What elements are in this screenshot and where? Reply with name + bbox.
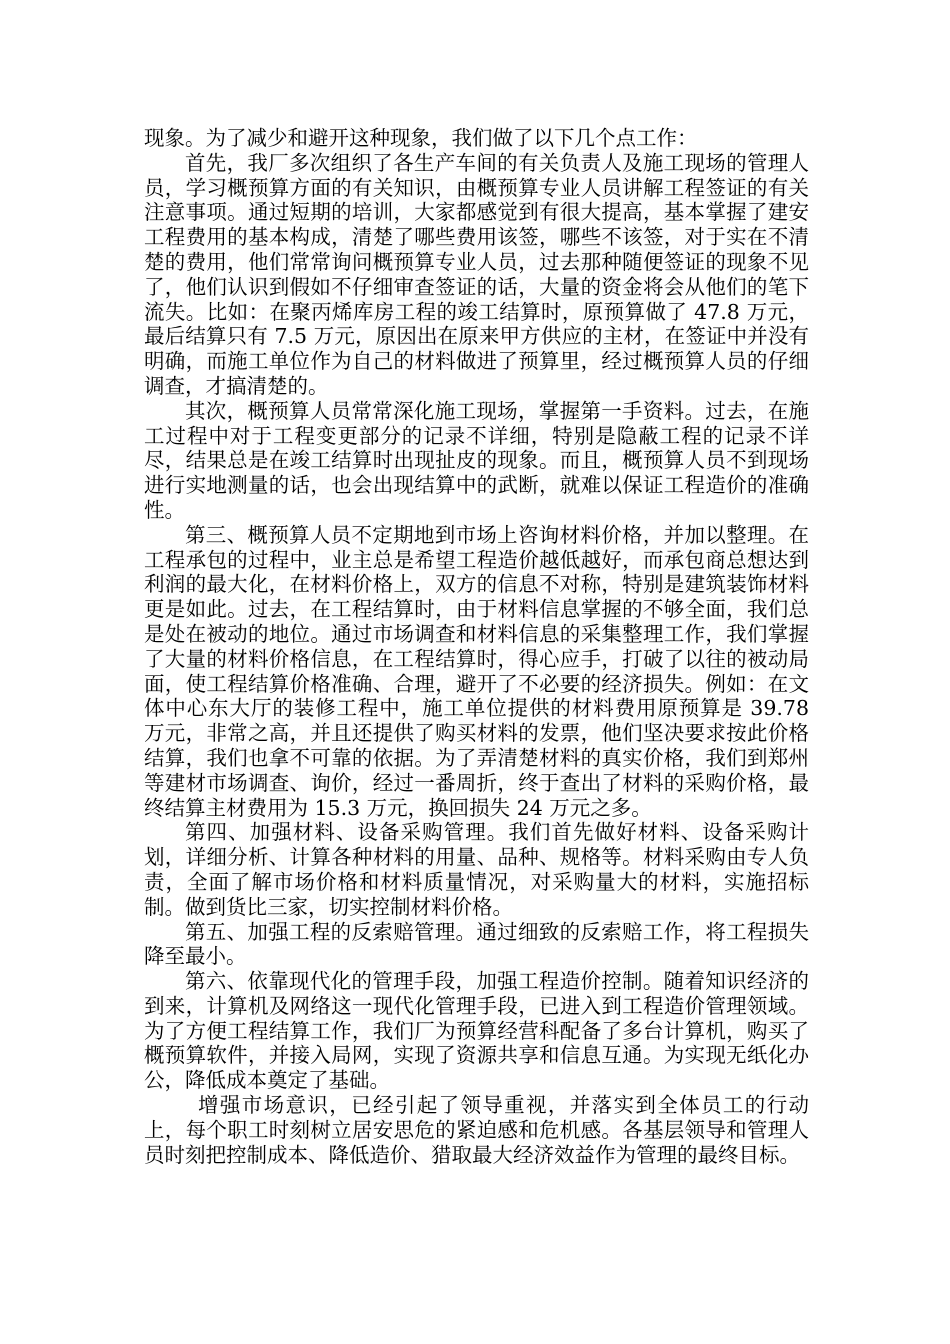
paragraph-conclusion: 增强市场意识，已经引起了领导重视，并落实到全体员工的行动上，每个职工时刻树立居安思危的紧迫感和危机感。各基层领导和管理人员时刻把控制成本、降低造价、猎取最大经济效益作为管理的最终目标。 xyxy=(144,1093,809,1167)
paragraph-fifth: 第五、加强工程的反索赔管理。通过细致的反索赔工作，将工程损失降至最小。 xyxy=(144,919,809,969)
paragraph-third: 第三、概预算人员不定期地到市场上咨询材料价格，并加以整理。在工程承包的过程中，业主总是希望工程造价越低越好，而承包商总想达到利润的最大化，在材料价格上，双方的信息不对称，特别是建筑装饰材料更是如此。过去，在工程结算时，由于材料信息掌握的不够全面，我们总是处在被动的地位。通过市场调查和材料信息的采集整理工作，我们掌握了大量的材料价格信息，在工程结算时，得心应手，打破了以往的被动局面，使工程结算价格准确、合理，避开了不必要的经济损失。例如：在文体中心东大厅的装修工程中，施工单位提供的材料费用原预算是 39.78 万元，非常之高，并且还提供了购买材料的发票，他们坚决要求按此价格结算，我们也拿不可靠的依据。为了弄清楚材料的真实价格，我们到郑州等建材市场调查、询价，经过一番周折，终于查出了材料的采购价格，最终结算主材费用为 15.3 万元，换回损失 24 万元之多。 xyxy=(144,522,809,820)
paragraph-sixth: 第六、依靠现代化的管理手段，加强工程造价控制。随着知识经济的到来，计算机及网络这一现代化管理手段，已进入到工程造价管理领域。为了方便工程结算工作，我们厂为预算经营科配备了多台计算机，购买了概预算软件，并接入局网，实现了资源共享和信息互通。为实现无纸化办公，降低成本奠定了基础。 xyxy=(144,969,809,1093)
paragraph-second: 其次，概预算人员常常深化施工现场，掌握第一手资料。过去，在施工过程中对于工程变更部分的记录不详细，特别是隐蔽工程的记录不详尽，结果总是在竣工结算时出现扯皮的现象。而且，概预算人员不到现场进行实地测量的话，也会出现结算中的武断，就难以保证工程造价的准确性。 xyxy=(144,398,809,522)
paragraph-fourth: 第四、加强材料、设备采购管理。我们首先做好材料、设备采购计划，详细分析、计算各种材料的用量、品种、规格等。材料采购由专人负责，全面了解市场价格和材料质量情况，对采购量大的材料，实施招标制。做到货比三家，切实控制材料价格。 xyxy=(144,820,809,919)
paragraph-first: 首先，我厂多次组织了各生产车间的有关负责人及施工现场的管理人员，学习概预算方面的有关知识，由概预算专业人员讲解工程签证的有关注意事项。通过短期的培训，大家都感觉到有很大提高，基本掌握了建安工程费用的基本构成，清楚了哪些费用该签，哪些不该签，对于实在不清楚的费用，他们常常询问概预算专业人员，过去那种随便签证的现象不见了，他们认识到假如不仔细审查签证的话，大量的资金将会从他们的笔下流失。比如：在聚丙烯库房工程的竣工结算时，原预算做了 47.8 万元，最后结算只有 7.5 万元，原因出在原来甲方供应的主材，在签证中并没有明确，而施工单位作为自己的材料做进了预算里，经过概预算人员的仔细调查，才搞清楚的。 xyxy=(144,150,809,398)
document-body xyxy=(144,126,809,1167)
paragraph-intro: 现象。为了减少和避开这种现象，我们做了以下几个点工作： xyxy=(144,126,698,150)
